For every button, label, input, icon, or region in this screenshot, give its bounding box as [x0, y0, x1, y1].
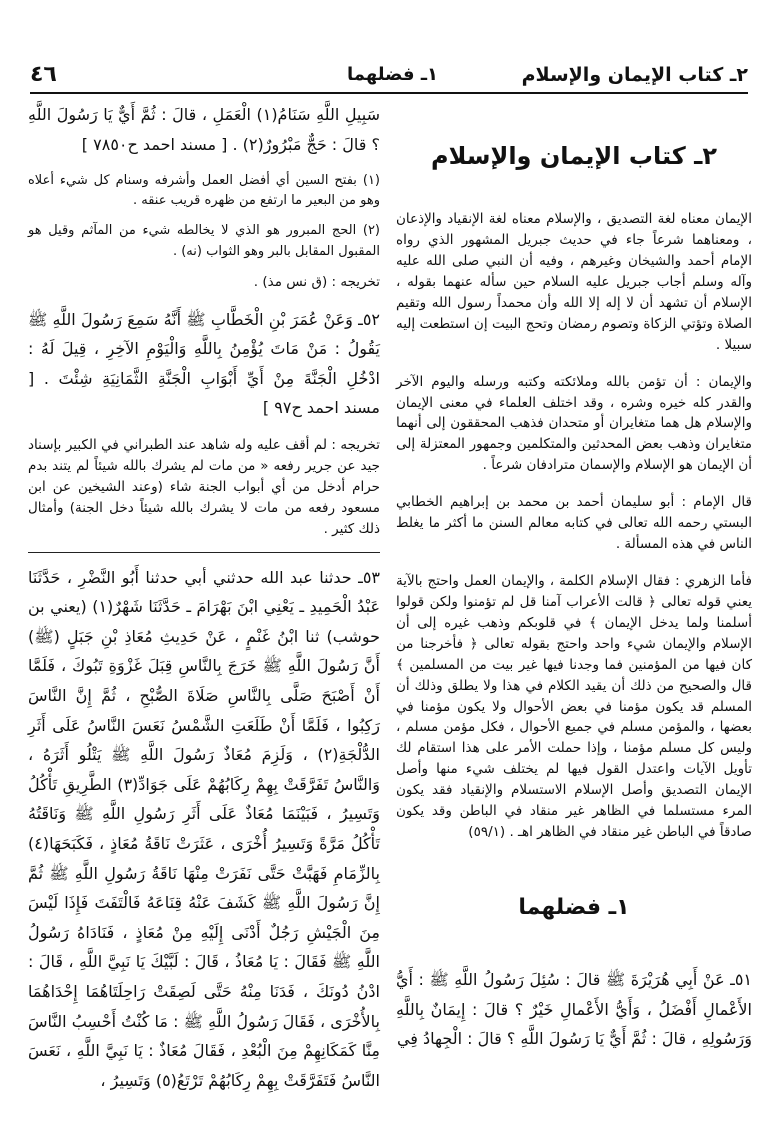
page-number: ٤٦ [30, 62, 57, 87]
left-column [28, 100, 380, 1107]
hadith-51: ٥١ـ عَنْ أَبِي هُرَيْرَةَ ﷺ قالَ : سُئِلَ رَسُولُ اللَّهِ ﷺ : أَيُّ الأَعْمالِ أَفْضَلُ ، وَأَيُّ الأَعْمالِ خَيْرٌ ؟ قالَ : إِيمَانٌ بِاللَّهِ وَرَسُولِهِ ، قالَ : ثُمَّ أَيٌّ يَا رَسُولَ اللَّهِ ؟ قالَ : الْجِهادُ فِي [396, 970, 752, 1049]
footnote-1: (١) بفتح السين أي أفضل العمل وأشرفه وسنام كل شيء أعلاه وهو من البعير ما ارتفع من ظهره قريب عنقه . [28, 173, 380, 209]
takhrij-51: تخريجه : (ق نس مذ) . [253, 273, 380, 290]
section-title: ١ـ فضلهما [518, 895, 630, 920]
hadith-51-continued: سَبِيلِ اللَّهِ سَنَامُ(١) الْعَمَلِ ، قالَ : ثُمَّ أَيٌّ يَا رَسُولَ اللَّهِ ؟ قالَ : حَجٌّ مَبْرُورٌ(٢) . [ مسند احمد ح٧٨٥٠ ] [28, 105, 380, 154]
intro-paragraph-4: فأما الزهري : فقال الإسلام الكلمة ، والإيمان العمل واحتج بالآية يعني قوله تعالى ﴿ قالت الأعراب آمنا قل لم تؤمنوا ولكن قولوا أسلمنا ولما يدخل الإيمان ﴾ في قلوبكم وذهب غيره إلى أن الإسلام والإيمان شيء واحد واحتج بقوله تعالى ﴿ فأخرجنا من كان فيها من المؤمنين فما وجدنا فيها غير بيت من المسلمين ﴾ قال والصحيح من ذلك أن يقيد الكلام في هذا ولا يطلق وذلك أن المسلم قد يكون مؤمنا في بعض الأحوال ولا يكون مؤمنا في بعضها ، والمؤمن مسلم في جميع الأحوال ، فكل مؤمن مسلم ، وليس كل مسلم مؤمنا ، وإذا حملت الأمر على هذا استقام لك تأويل الآيات واعتدل القول فيها لم يختلف شيء منها وأصل الإيمان التصديق وأصل الإسلام الاستسلام والإنقياد فقد يكون المرء مستسلما في الظاهر غير منقاد في الباطن وقد يكون صادقاً في الباطن غير منقاد في الظاهر اهـ . (٥٩/١) [396, 573, 752, 841]
hadith-52: ٥٢ـ وَعَنْ عُمَرَ بْنِ الْخَطَّابِ ﷺ أَنَّهُ سَمِعَ رَسُولَ اللَّهِ ﷺ يَقُولُ : مَنْ مَاتَ يُؤْمِنُ بِاللَّهِ وَالْيَوْمِ الآخِرِ ، قِيلَ لَهُ : ادْخُلِ الْجَنَّةَ مِنْ أَيِّ أَبْوَابِ الْجَنَّةِ الثَّمَانِيَةِ شِئْتَ . [ مسند احمد ح٩٧ ] [28, 309, 380, 418]
takhrij-52: تخريجه : لم أقف عليه وله شاهد عند الطبراني في الكبير بإسناد جيد عن جرير رفعه « من مات لم يشرك بالله شيئاً لم يتند بدم حرام أدخل من أي أبواب الجنة شاء (وعند الشيخين عن ابن مسعود رفعه من مات لا يشرك بالله شيئاً دخل الجنة) وأمثال ذلك كثير . [28, 437, 380, 537]
footnote-2: (٢) الحج المبرور هو الذي لا يخالطه شيء من المآثم وقيل هو المقبول المقابل بالبر وهو الثواب (نه) . [28, 223, 380, 259]
hadith-53: ٥٣ـ حدثنا عبد الله حدثني أبي حدثنا أَبُو النَّضْرِ ، حَدَّثَنَا عَبْدُ الْحَمِيدِ ـ يَعْنِي ابْنَ بَهْرَامَ ـ حَدَّثَنَا شَهْرٌ(١) (يعني بن حوشب) ثنا ابْنُ غَنْمٍ ، عَنْ حَدِيثِ مُعَاذِ بْنِ جَبَلٍ (ﷺ) أَنَّ رَسُولَ اللَّهِ ﷺ خَرَجَ بِالنَّاسِ قِبَلَ غَزْوَةِ تَبُوكَ ، فَلَمَّا أَنْ أَصْبَحَ صَلَّى بِالنَّاسِ صَلَاةَ الصُّبْحِ ، ثُمَّ إِنَّ النَّاسَ رَكِبُوا ، فَلَمَّا أَنْ طَلَعَتِ الشَّمْسُ نَعَسَ النَّاسُ عَلَى أَثَرِ الدُّلْجَةِ(٢) ، وَلَزِمَ مُعَاذٌ رَسُولَ اللَّهِ ﷺ يَتْلُو أَثَرَهُ ، وَالنَّاسُ تَفَرَّقَتْ بِهِمْ رِكَابُهُمْ عَلَى جَوَادِّ(٣) الطَّرِيقِ تَأْكُلُ وَتَسِيرُ ، فَبَيْنَمَا مُعَاذٌ عَلَى أَثَرِ رَسُولِ اللَّهِ ﷺ وَنَاقَتُهُ تَأْكُلُ مَرَّةً وَتَسِيرُ أُخْرَى ، عَثَرَتْ نَاقَةُ مُعَاذٍ ، فَكَبَحَهَا(٤) بِالزِّمَامِ فَهَبَّتْ حَتَّى نَفَرَتْ مِنْهَا نَاقَةُ رَسُولِ اللَّهِ ﷺ ثُمَّ إِنَّ رَسُولَ اللَّهِ ﷺ كَشَفَ عَنْهُ قِنَاعَهُ فَالْتَفَتَ فَإِذَا لَيْسَ مِنَ الْجَيْشِ رَجُلٌ أَدْنَى إِلَيْهِ مِنْ مُعَاذٍ ، فَنَادَاهُ رَسُولُ اللَّهِ ﷺ فَقَالَ : يَا مُعَاذُ ، قَالَ : لَبَّيْكَ يَا نَبِيَّ اللَّهِ ، قَالَ : ادْنُ دُونَكَ ، فَدَنَا مِنْهُ حَتَّى لَصِقَتْ رَاحِلَتَاهُمَا إِحْدَاهُمَا بِالأُخْرَى ، فَقَالَ رَسُولُ اللَّهِ ﷺ : مَا كُنْتُ أَحْسِبُ النَّاسَ مِنَّا كَمَكَانِهِمْ مِنَ الْبُعْدِ ، فَقَالَ مُعَاذٌ : يَا نَبِيَّ اللَّهِ ، نَعَسَ النَّاسُ فَتَفَرَّقَتْ بِهِمْ رِكَابُهُمْ تَرْتَعُ(٥) وَتَسِيرُ ، [28, 567, 381, 1090]
running-head-section: ١ـ فضلهما [347, 64, 438, 85]
intro-paragraph-2: والإيمان : أن تؤمن بالله وملائكته وكتبه ورسله واليوم الآخر والقدر كله خيره وشره ، وقد اختلف العلماء في معنى الإيمان والإسلام هل هما متغايران أو متحدان فذهب المحققون إلى أنهما متغايران وذهب بعض المحدثين والمتكلمين وجمهور المعتزلة إلى أن الإيمان هو الإسلام والإسمان مترادفان شرعاً . [396, 373, 752, 474]
chapter-title: ٢ـ كتاب الإيمان والإسلام [431, 142, 717, 170]
right-column [396, 100, 752, 1066]
header-rule [30, 92, 748, 94]
running-head-chapter: ٢ـ كتاب الإيمان والإسلام [521, 64, 748, 86]
page-header [30, 62, 748, 92]
intro-paragraph-1: الإيمان معناه لغة التصديق ، والإسلام معناه لغة الإنقياد والإذعان ، ومعناهما شرعاً جاء في حديث جبريل المشهور الذي رواه الإمام أحمد والشيخان وغيرهم ، وفيه أن النبي صلى الله عليه وآله وسلم أجاب جبريل عليه السلام حين سأله عنهما بقوله ، الإسلام أن تشهد أن لا إله إلا الله وأن محمداً رسول الله وتقيم الصلاة وتؤتي الزكاة وتصوم رمضان وتحج البيت إن استطعت إليه سبيلا . [396, 211, 752, 353]
separator-rule [28, 552, 380, 553]
intro-paragraph-3: قال الإمام : أبو سليمان أحمد بن محمد بن إبراهيم الخطابي البستي رحمه الله تعالى في كتابه معالم السنن ما أكثر ما يغلط الناس في هذه المسألة . [396, 494, 752, 553]
